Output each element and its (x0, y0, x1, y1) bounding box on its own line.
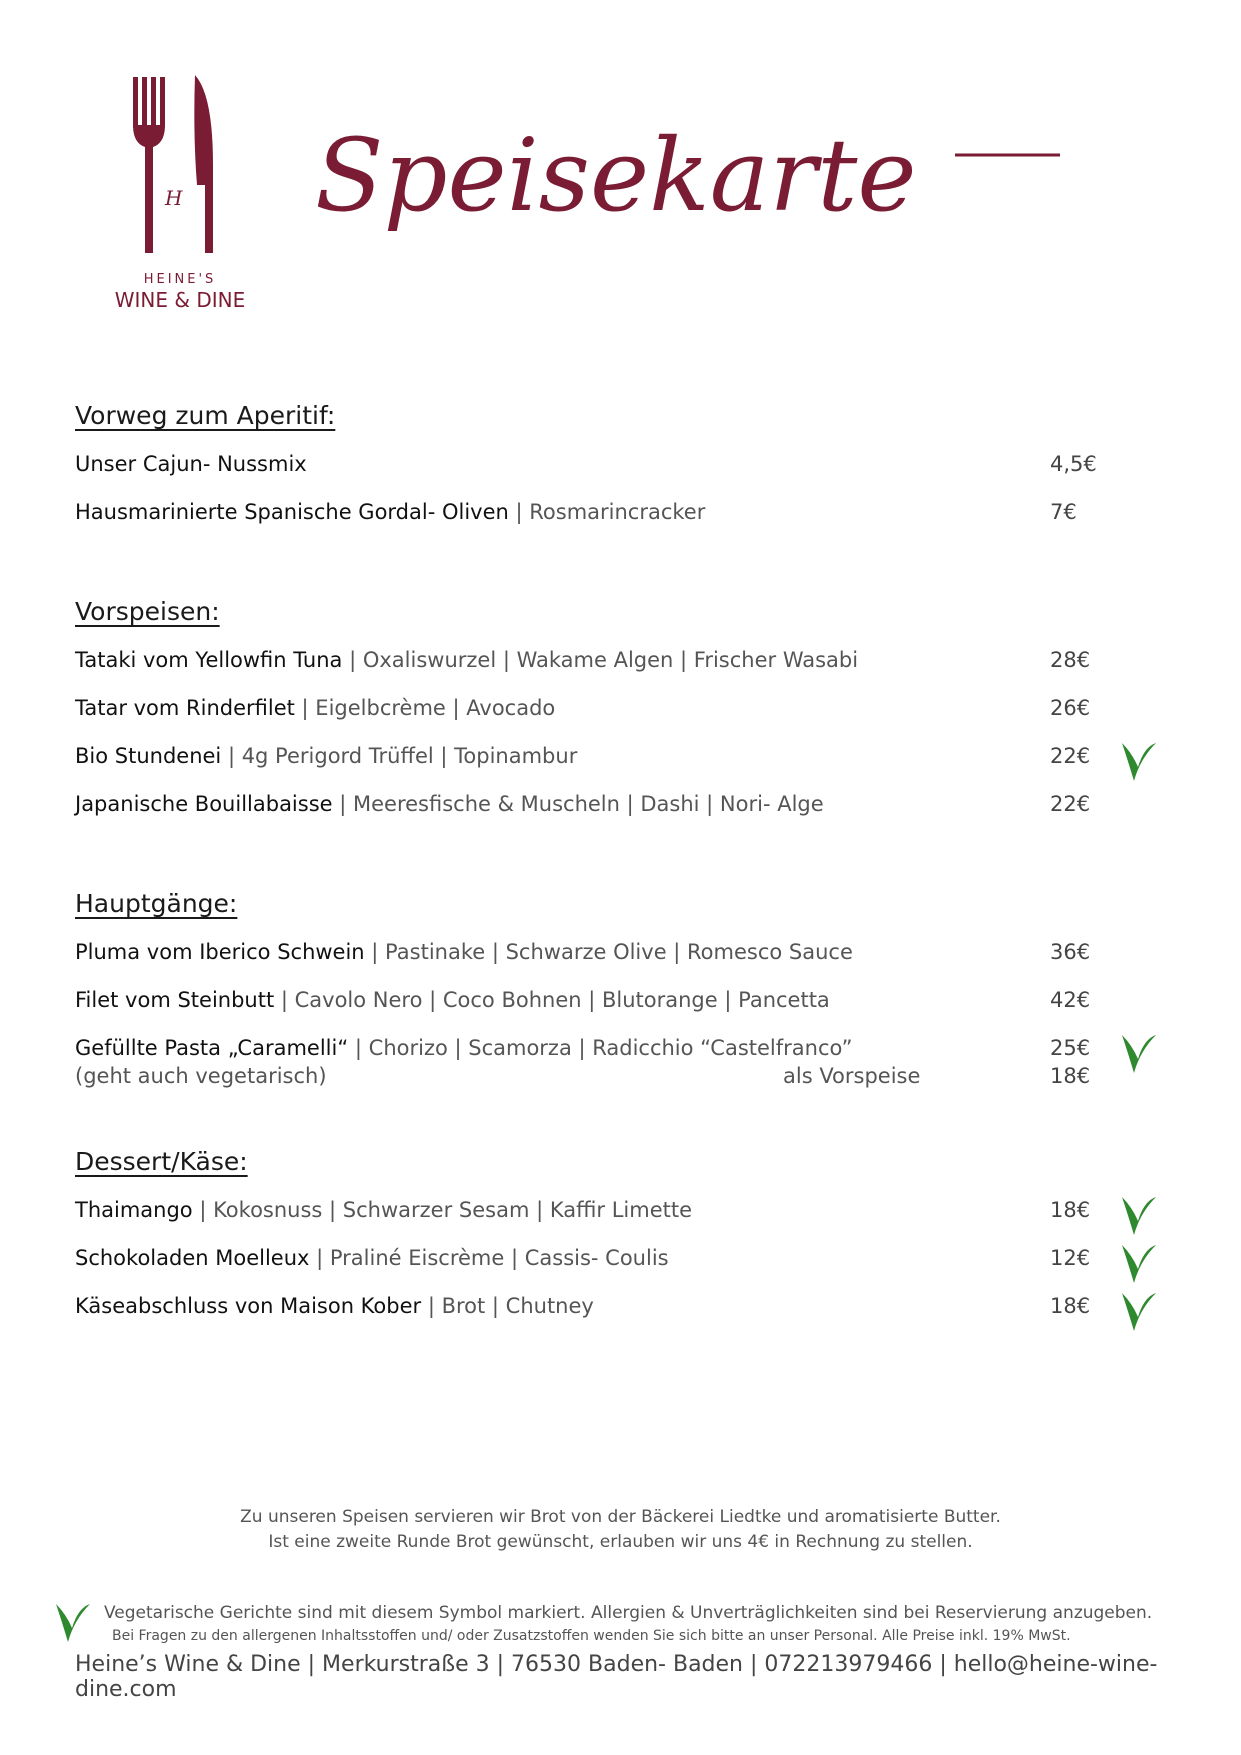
vegetarian-icon (1115, 1191, 1161, 1241)
menu-item (75, 1244, 1185, 1292)
item-price: 25€ (1050, 1036, 1091, 1060)
item-price: 4,5€ (1050, 452, 1097, 476)
section-title: Hauptgänge: (75, 889, 238, 918)
item-price: 22€ (1050, 792, 1091, 816)
item-description: | Cavolo Nero | Coco Bohnen | Blutorange | Pancetta (274, 988, 830, 1012)
section-title: Vorspeisen: (75, 597, 220, 626)
menu-list (75, 400, 1185, 1390)
item-name: Tatar vom Rinderfilet (75, 696, 295, 720)
menu-item (75, 450, 1185, 498)
item-name: Filet vom Steinbutt (75, 988, 275, 1012)
item-name: Pluma vom Iberico Schwein (75, 940, 365, 964)
vegetarian-icon (1115, 1287, 1161, 1337)
variant-label: als Vorspeise (783, 1064, 921, 1088)
menu-item (75, 742, 1185, 790)
menu-item (75, 790, 1185, 838)
variant-price: 18€ (1050, 1064, 1091, 1088)
menu-item (75, 1196, 1185, 1244)
menu-item (75, 646, 1185, 694)
vegetarian-legend: Vegetarische Gerichte sind mit diesem Symbol markiert. Allergien & Unverträglichkeiten sind bei Reservierung anzugeben. (104, 1603, 1153, 1623)
item-description: | Praliné Eiscrème | Cassis- Coulis (309, 1246, 669, 1270)
item-name: Hausmarinierte Spanische Gordal- Oliven (75, 500, 509, 524)
vegetarian-icon (1115, 737, 1161, 787)
logo-brand-large: WINE & DINE (114, 288, 246, 312)
menu-item (75, 1292, 1185, 1340)
contact-info: Heine’s Wine & Dine | Merkurstraße 3 | 76530 Baden- Baden | 072213979466 | hello@heine-wine-dine.com (75, 1652, 1158, 1702)
item-price: 12€ (1050, 1246, 1091, 1270)
menu-title (315, 110, 1070, 260)
item-description: | Brot | Chutney (421, 1294, 594, 1318)
vegetarian-legend-icon (50, 1598, 94, 1648)
item-price: 36€ (1050, 940, 1091, 964)
item-name: Unser Cajun- Nussmix (75, 452, 307, 476)
bread-notes (0, 1505, 1241, 1555)
menu-item (75, 694, 1185, 742)
item-description: | Pastinake | Schwarze Olive | Romesco Sauce (364, 940, 853, 964)
item-name: Japanische Bouillabaisse (75, 792, 333, 816)
item-name: Bio Stundenei (75, 744, 222, 768)
item-name: Gefüllte Pasta „Caramelli“ (75, 1036, 349, 1060)
menu-item (75, 938, 1185, 986)
variant-note: (geht auch vegetarisch) (75, 1064, 327, 1088)
bread-note-line-1: Zu unseren Speisen servieren wir Brot von der Bäckerei Liedtke und aromatisierte Butter. (240, 1507, 1001, 1527)
item-description: | Chorizo | Scamorza | Radicchio “Castelfranco” (348, 1036, 853, 1060)
item-price: 26€ (1050, 696, 1091, 720)
item-description: | Oxaliswurzel | Wakame Algen | Frischer Wasabi (342, 648, 859, 672)
item-description: | Kokosnuss | Schwarzer Sesam | Kaffir Limette (192, 1198, 693, 1222)
section-title: Dessert/Käse: (75, 1147, 248, 1176)
menu-title-text: Speisekarte (315, 117, 917, 234)
menu-section (75, 1146, 1185, 1340)
item-price: 18€ (1050, 1198, 1091, 1222)
section-title: Vorweg zum Aperitif: (75, 401, 336, 430)
vegetarian-icon (1115, 1239, 1161, 1289)
item-name: Tataki vom Yellowfin Tuna (75, 648, 343, 672)
menu-section (75, 888, 1185, 1096)
item-description: | 4g Perigord Trüffel | Topinambur (221, 744, 578, 768)
item-variant (75, 1064, 1185, 1096)
menu-section (75, 596, 1185, 838)
item-name: Schokoladen Moelleux (75, 1246, 310, 1270)
item-price: 18€ (1050, 1294, 1091, 1318)
item-description: | Rosmarincracker (508, 500, 706, 524)
menu-section (75, 400, 1185, 546)
item-price: 42€ (1050, 988, 1091, 1012)
item-description: | Eigelbcrème | Avocado (294, 696, 556, 720)
allergen-note: Bei Fragen zu den allergenen Inhaltsstoffen und/ oder Zusatzstoffen wenden Sie sich bitte an unser Personal. Alle Preise inkl. 19% MwSt. (112, 1628, 1071, 1644)
item-price: 7€ (1050, 500, 1077, 524)
bread-note-line-2: Ist eine zweite Runde Brot gewünscht, erlauben wir uns 4€ in Rechnung zu stellen. (268, 1532, 973, 1552)
item-name: Thaimango (75, 1198, 193, 1222)
menu-item (75, 498, 1185, 546)
item-price: 28€ (1050, 648, 1091, 672)
item-price: 22€ (1050, 744, 1091, 768)
logo-initial: H (165, 186, 183, 210)
item-name: Käseabschluss von Maison Kober (75, 1294, 422, 1318)
menu-item (75, 986, 1185, 1034)
logo-brand-small: HEINE'S (143, 272, 217, 287)
item-description: | Meeresfische & Muscheln | Dashi | Nori- Alge (332, 792, 824, 816)
